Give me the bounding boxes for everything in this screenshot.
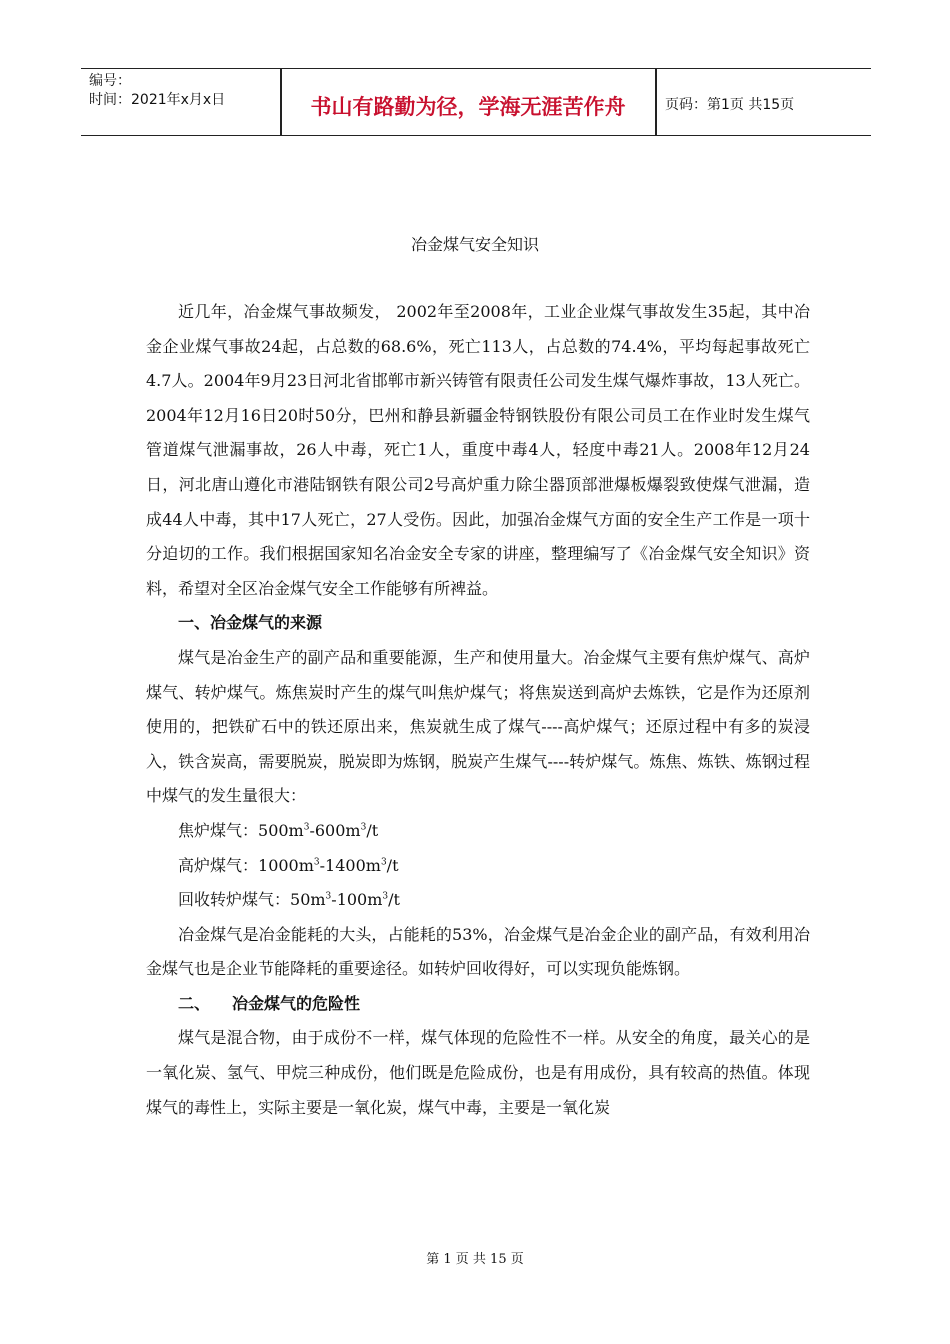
superscript: 3 bbox=[380, 857, 387, 868]
formula-value: -100m bbox=[331, 890, 383, 910]
formula-value: -600m bbox=[309, 820, 361, 840]
heading-text: 冶金煤气的危险性 bbox=[232, 993, 361, 1013]
heading-number: 二、 bbox=[178, 993, 211, 1013]
superscript: 3 bbox=[360, 822, 367, 833]
number-label: 编号： bbox=[89, 73, 131, 89]
superscript: 3 bbox=[382, 891, 389, 902]
formula-value: 500m bbox=[258, 820, 304, 840]
formula-value: 50m bbox=[290, 890, 326, 910]
superscript: 3 bbox=[313, 857, 320, 868]
motto: 书山有路勤为径，学海无涯苦作舟 bbox=[310, 95, 626, 119]
time-label: 时间：2021年x月x日 bbox=[89, 92, 226, 108]
section-paragraph: 煤气是混合物，由于成份不一样，煤气体现的危险性不一样。从安全的角度，最关心的是一氧化炭、氢气、甲烷三种成份，他们既是危险成份，也是有用成份，具有较高的热值。体现煤气的毒性上，实际主要是一氧化炭，煤气中毒，主要是一氧化炭 bbox=[146, 1028, 810, 1117]
superscript: 3 bbox=[303, 822, 310, 833]
formula-value: -1400m bbox=[319, 855, 381, 875]
formula-label: 高炉煤气： bbox=[178, 855, 259, 875]
formula-unit: /t bbox=[366, 820, 379, 840]
section-paragraph: 煤气是冶金生产的副产品和重要能源，生产和使用量大。冶金煤气主要有焦炉煤气、高炉煤气、转炉煤气。炼焦炭时产生的煤气叫焦炉煤气；将焦炭送到高炉去炼铁，它是作为还原剂使用的，把铁矿石中的铁还原出来，焦炭就生成了煤气----高炉煤气；还原过程中有多的炭浸入，铁含炭高，需要脱炭，脱炭即为炼钢，脱炭产生煤气----转炉煤气。炼焦、炼铁、炼钢过程中煤气的发生量很大： bbox=[146, 647, 810, 806]
formula-line bbox=[146, 883, 810, 918]
page-footer: 第 1 页 共 15 页 bbox=[426, 1252, 524, 1267]
page-info: 页码：第1页 共15页 bbox=[665, 97, 795, 113]
formula-line bbox=[146, 814, 810, 849]
intro-paragraph: 近几年，冶金煤气事故频发， 2002年至2008年，工业企业煤气事故发生35起，其中冶金企业煤气事故24起，占总数的68.6%，死亡113人，占总数的74.4%，平均每起事故死亡4.7人。2004年9月23日河北省邯郸市新兴铸管有限责任公司发生煤气爆炸事故，13人死亡。2004年12月16日20时50分，巴州和静县新疆金特钢铁股份有限公司员工在作业时发生煤气管道煤气泄漏事故，26人中毒，死亡1人，重度中毒4人，轻度中毒21人。2008年12月24日，河北唐山遵化市港陆钢铁有限公司2号高炉重力除尘器顶部泄爆板爆裂致使煤气泄漏，造成44人中毒，其中17人死亡，27人受伤。因此，加强冶金煤气方面的安全生产工作是一项十分迫切的工作。我们根据国家知名冶金安全专家的讲座，整理编写了《冶金煤气安全知识》资料，希望对全区冶金煤气安全工作能够有所裨益。 bbox=[146, 302, 810, 598]
formula-unit: /t bbox=[386, 855, 399, 875]
header-table bbox=[81, 68, 871, 136]
formula-unit: /t bbox=[388, 890, 400, 910]
section-heading: 一、冶金煤气的来源 bbox=[178, 613, 323, 633]
formula-line bbox=[146, 849, 810, 884]
section-paragraph: 冶金煤气是冶金能耗的大头，占能耗的53%，冶金煤气是冶金企业的副产品，有效利用冶金煤气也是企业节能降耗的重要途径。如转炉回收得好，可以实现负能炼钢。 bbox=[146, 924, 810, 979]
document-title: 冶金煤气安全知识 bbox=[410, 235, 539, 254]
formula-label: 焦炉煤气： bbox=[178, 820, 259, 840]
formula-value: 1000m bbox=[258, 855, 314, 875]
header-divider bbox=[655, 69, 657, 135]
section-heading bbox=[146, 987, 810, 1022]
formula-label: 回收转炉煤气： bbox=[178, 890, 291, 910]
superscript: 3 bbox=[325, 891, 332, 902]
header-meta bbox=[89, 72, 225, 110]
document-body bbox=[146, 295, 810, 1125]
